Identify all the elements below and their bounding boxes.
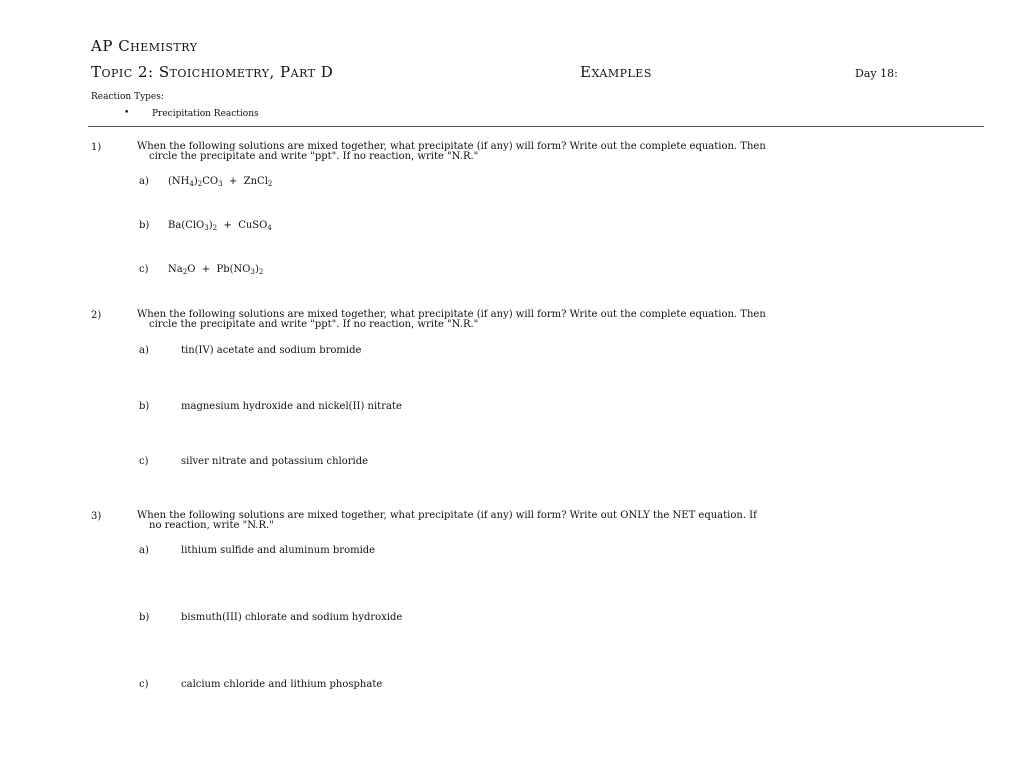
reactant: $(NH_4)_2CO_3$ xyxy=(168,176,223,188)
part-text: tin(IV) acetate and sodium bromide xyxy=(181,345,362,356)
question-line: When the following solutions are mixed together, what precipitate (if any) will form? Write out the complete equation. Then xyxy=(137,141,766,152)
day-label: Day 18: xyxy=(855,67,898,80)
part-label: a) xyxy=(139,176,149,187)
bullet-icon: • xyxy=(124,108,130,118)
part-label: a) xyxy=(139,345,149,356)
part-text: lithium sulfide and aluminum bromide xyxy=(181,545,376,556)
part-label: c) xyxy=(139,264,149,275)
question-line: no reaction, write "N.R." xyxy=(149,520,274,531)
reactant: $Pb(NO_3)_2$ xyxy=(216,264,264,276)
question-text xyxy=(137,511,985,531)
reactant: $Ba(ClO_3)_2$ xyxy=(168,220,218,232)
question-line: When the following solutions are mixed together, what precipitate (if any) will form? Write out the complete equation. Then xyxy=(137,309,766,320)
part-label: c) xyxy=(139,456,149,467)
section-label: Examples xyxy=(580,63,652,81)
part-label: b) xyxy=(139,401,150,412)
chemical-equation xyxy=(168,176,272,187)
plus-sign: + xyxy=(201,264,211,275)
reactant: ZnCl$_2$ xyxy=(243,176,273,188)
part-text: bismuth(III) chlorate and sodium hydroxide xyxy=(181,612,403,623)
course-title: AP Chemistry xyxy=(91,37,198,55)
part-label: a) xyxy=(139,545,149,556)
part-label: b) xyxy=(139,612,150,623)
reaction-type-item: Precipitation Reactions xyxy=(152,109,259,119)
topic-title: Topic 2: Stoichiometry, Part D xyxy=(91,63,334,81)
plus-sign: + xyxy=(223,220,232,231)
question-number: 2) xyxy=(91,310,102,321)
chemical-equation xyxy=(168,220,272,231)
chemical-equation xyxy=(168,264,263,275)
reactant: $Na_2O$ xyxy=(168,264,196,276)
question-line: When the following solutions are mixed together, what precipitate (if any) will form? Write out ONLY the NET equation. If xyxy=(137,510,757,521)
question-text xyxy=(137,310,985,330)
header-divider xyxy=(88,126,984,127)
part-label: c) xyxy=(139,679,149,690)
reaction-types-label: Reaction Types: xyxy=(91,92,164,102)
part-text: calcium chloride and lithium phosphate xyxy=(181,679,383,690)
question-line: circle the precipitate and write "ppt". If no reaction, write "N.R." xyxy=(149,151,479,162)
part-text: silver nitrate and potassium chloride xyxy=(181,456,369,467)
plus-sign: + xyxy=(228,176,238,187)
question-number: 3) xyxy=(91,511,102,522)
reactant: CuSO$_4$ xyxy=(238,220,272,232)
question-text xyxy=(137,142,985,162)
question-line: circle the precipitate and write "ppt". If no reaction, write "N.R." xyxy=(149,319,479,330)
part-label: b) xyxy=(139,220,150,231)
question-number: 1) xyxy=(91,142,102,153)
part-text: magnesium hydroxide and nickel(II) nitrate xyxy=(181,401,402,412)
